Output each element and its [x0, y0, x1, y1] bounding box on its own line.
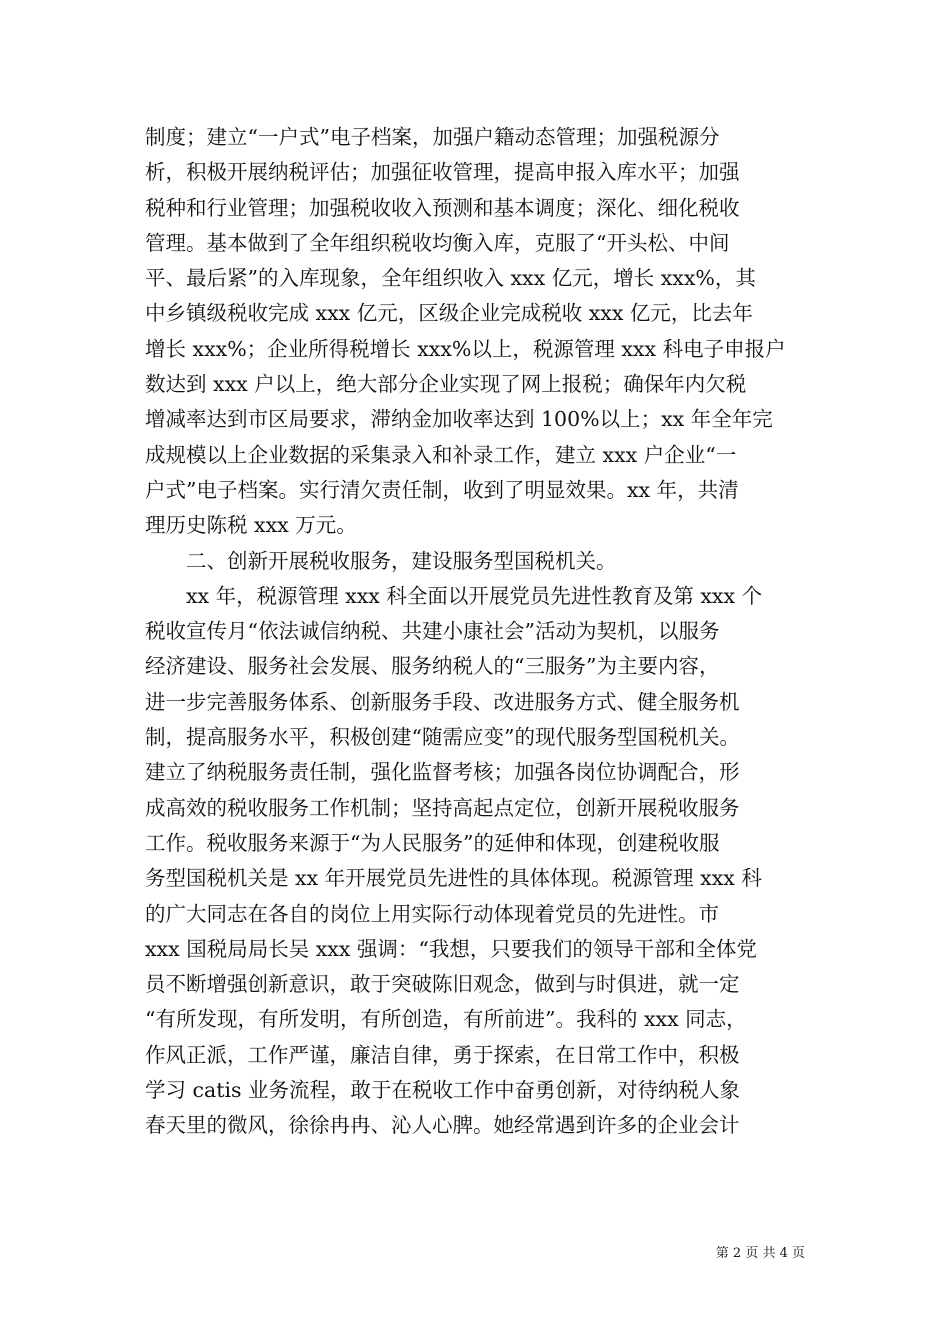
text-line: 制度；建立“一户式”电子档案，加强户籍动态管理；加强税源分 — [145, 125, 720, 149]
text-line: 的广大同志在各自的岗位上用实际行动体现着党员的先进性。市 — [145, 901, 719, 926]
text-line: 制，提高服务水平，积极创建“随需应变”的现代服务型国税机关。 — [145, 725, 740, 750]
text-line: 春天里的微风，徐徐冉冉、沁人心脾。她经常遇到许多的企业会计 — [145, 1113, 740, 1138]
text-line: 学习 catis 业务流程，敢于在税收工作中奋勇创新，对待纳税人象 — [145, 1078, 741, 1103]
text-line: xxx 国税局局长吴 xxx 强调：“我想，只要我们的领导干部和全体党 — [145, 936, 757, 961]
text-line: 增长 xxx%；企业所得税增长 xxx%以上，税源管理 xxx 科电子申报户 — [145, 336, 786, 361]
text-line: 经济建设、服务社会发展、服务纳税人的“三服务”为主要内容， — [145, 654, 720, 679]
text-line: 作风正派，工作严谨，廉洁自律，勇于探索，在日常工作中，积极 — [145, 1042, 740, 1067]
text-line: 税种和行业管理；加强税收收入预测和基本调度；深化、细化税收 — [145, 195, 740, 220]
document-body — [145, 120, 805, 1144]
text-line: 管理。基本做到了全年组织税收均衡入库，克服了“开头松、中间 — [145, 230, 730, 255]
section-heading: 二、创新开展税收服务，建设服务型国税机关。 — [186, 548, 617, 573]
text-line: 户式”电子档案。实行清欠责任制，收到了明显效果。xx 年，共清 — [145, 477, 739, 502]
text-line: 税收宣传月“依法诚信纳税、共建小康社会”活动为契机，以服务 — [145, 619, 720, 644]
page-number: 第 2 页 共 4 页 — [715, 1246, 805, 1261]
paragraph-first-line: xx 年，税源管理 xxx 科全面以开展党员先进性教育及第 xxx 个 — [186, 583, 763, 608]
text-line: 理历史陈税 xxx 万元。 — [145, 513, 357, 538]
text-line: 务型国税机关是 xx 年开展党员先进性的具体体现。税源管理 xxx 科 — [145, 866, 762, 891]
text-line: 员不断增强创新意识，敢于突破陈旧观念，做到与时俱进，就一定 — [145, 972, 740, 997]
text-line: 析，积极开展纳税评估；加强征收管理，提高申报入库水平；加强 — [145, 160, 740, 185]
text-line: “有所发现，有所发明，有所创造，有所前进”。我科的 xxx 同志， — [145, 1007, 747, 1032]
text-line: 进一步完善服务体系、创新服务手段、改进服务方式、健全服务机 — [145, 689, 740, 714]
text-line: 建立了纳税服务责任制，强化监督考核；加强各岗位协调配合，形 — [145, 760, 740, 785]
text-line: 增减率达到市区局要求，滞纳金加收率达到 100%以上；xx 年全年完 — [145, 407, 773, 432]
text-line: 平、最后紧”的入库现象，全年组织收入 xxx 亿元，增长 xxx%，其 — [145, 266, 756, 291]
text-line: 成规模以上企业数据的采集录入和补录工作，建立 xxx 户企业“一 — [145, 442, 737, 467]
text-line: 数达到 xxx 户以上，绝大部分企业实现了网上报税；确保年内欠税 — [145, 372, 747, 397]
text-line: 工作。税收服务来源于“为人民服务”的延伸和体现，创建税收服 — [145, 830, 720, 855]
text-line: 中乡镇级税收完成 xxx 亿元，区级企业完成税收 xxx 亿元，比去年 — [145, 301, 753, 326]
text-line: 成高效的税收服务工作机制；坚持高起点定位，创新开展税收服务 — [145, 795, 740, 820]
